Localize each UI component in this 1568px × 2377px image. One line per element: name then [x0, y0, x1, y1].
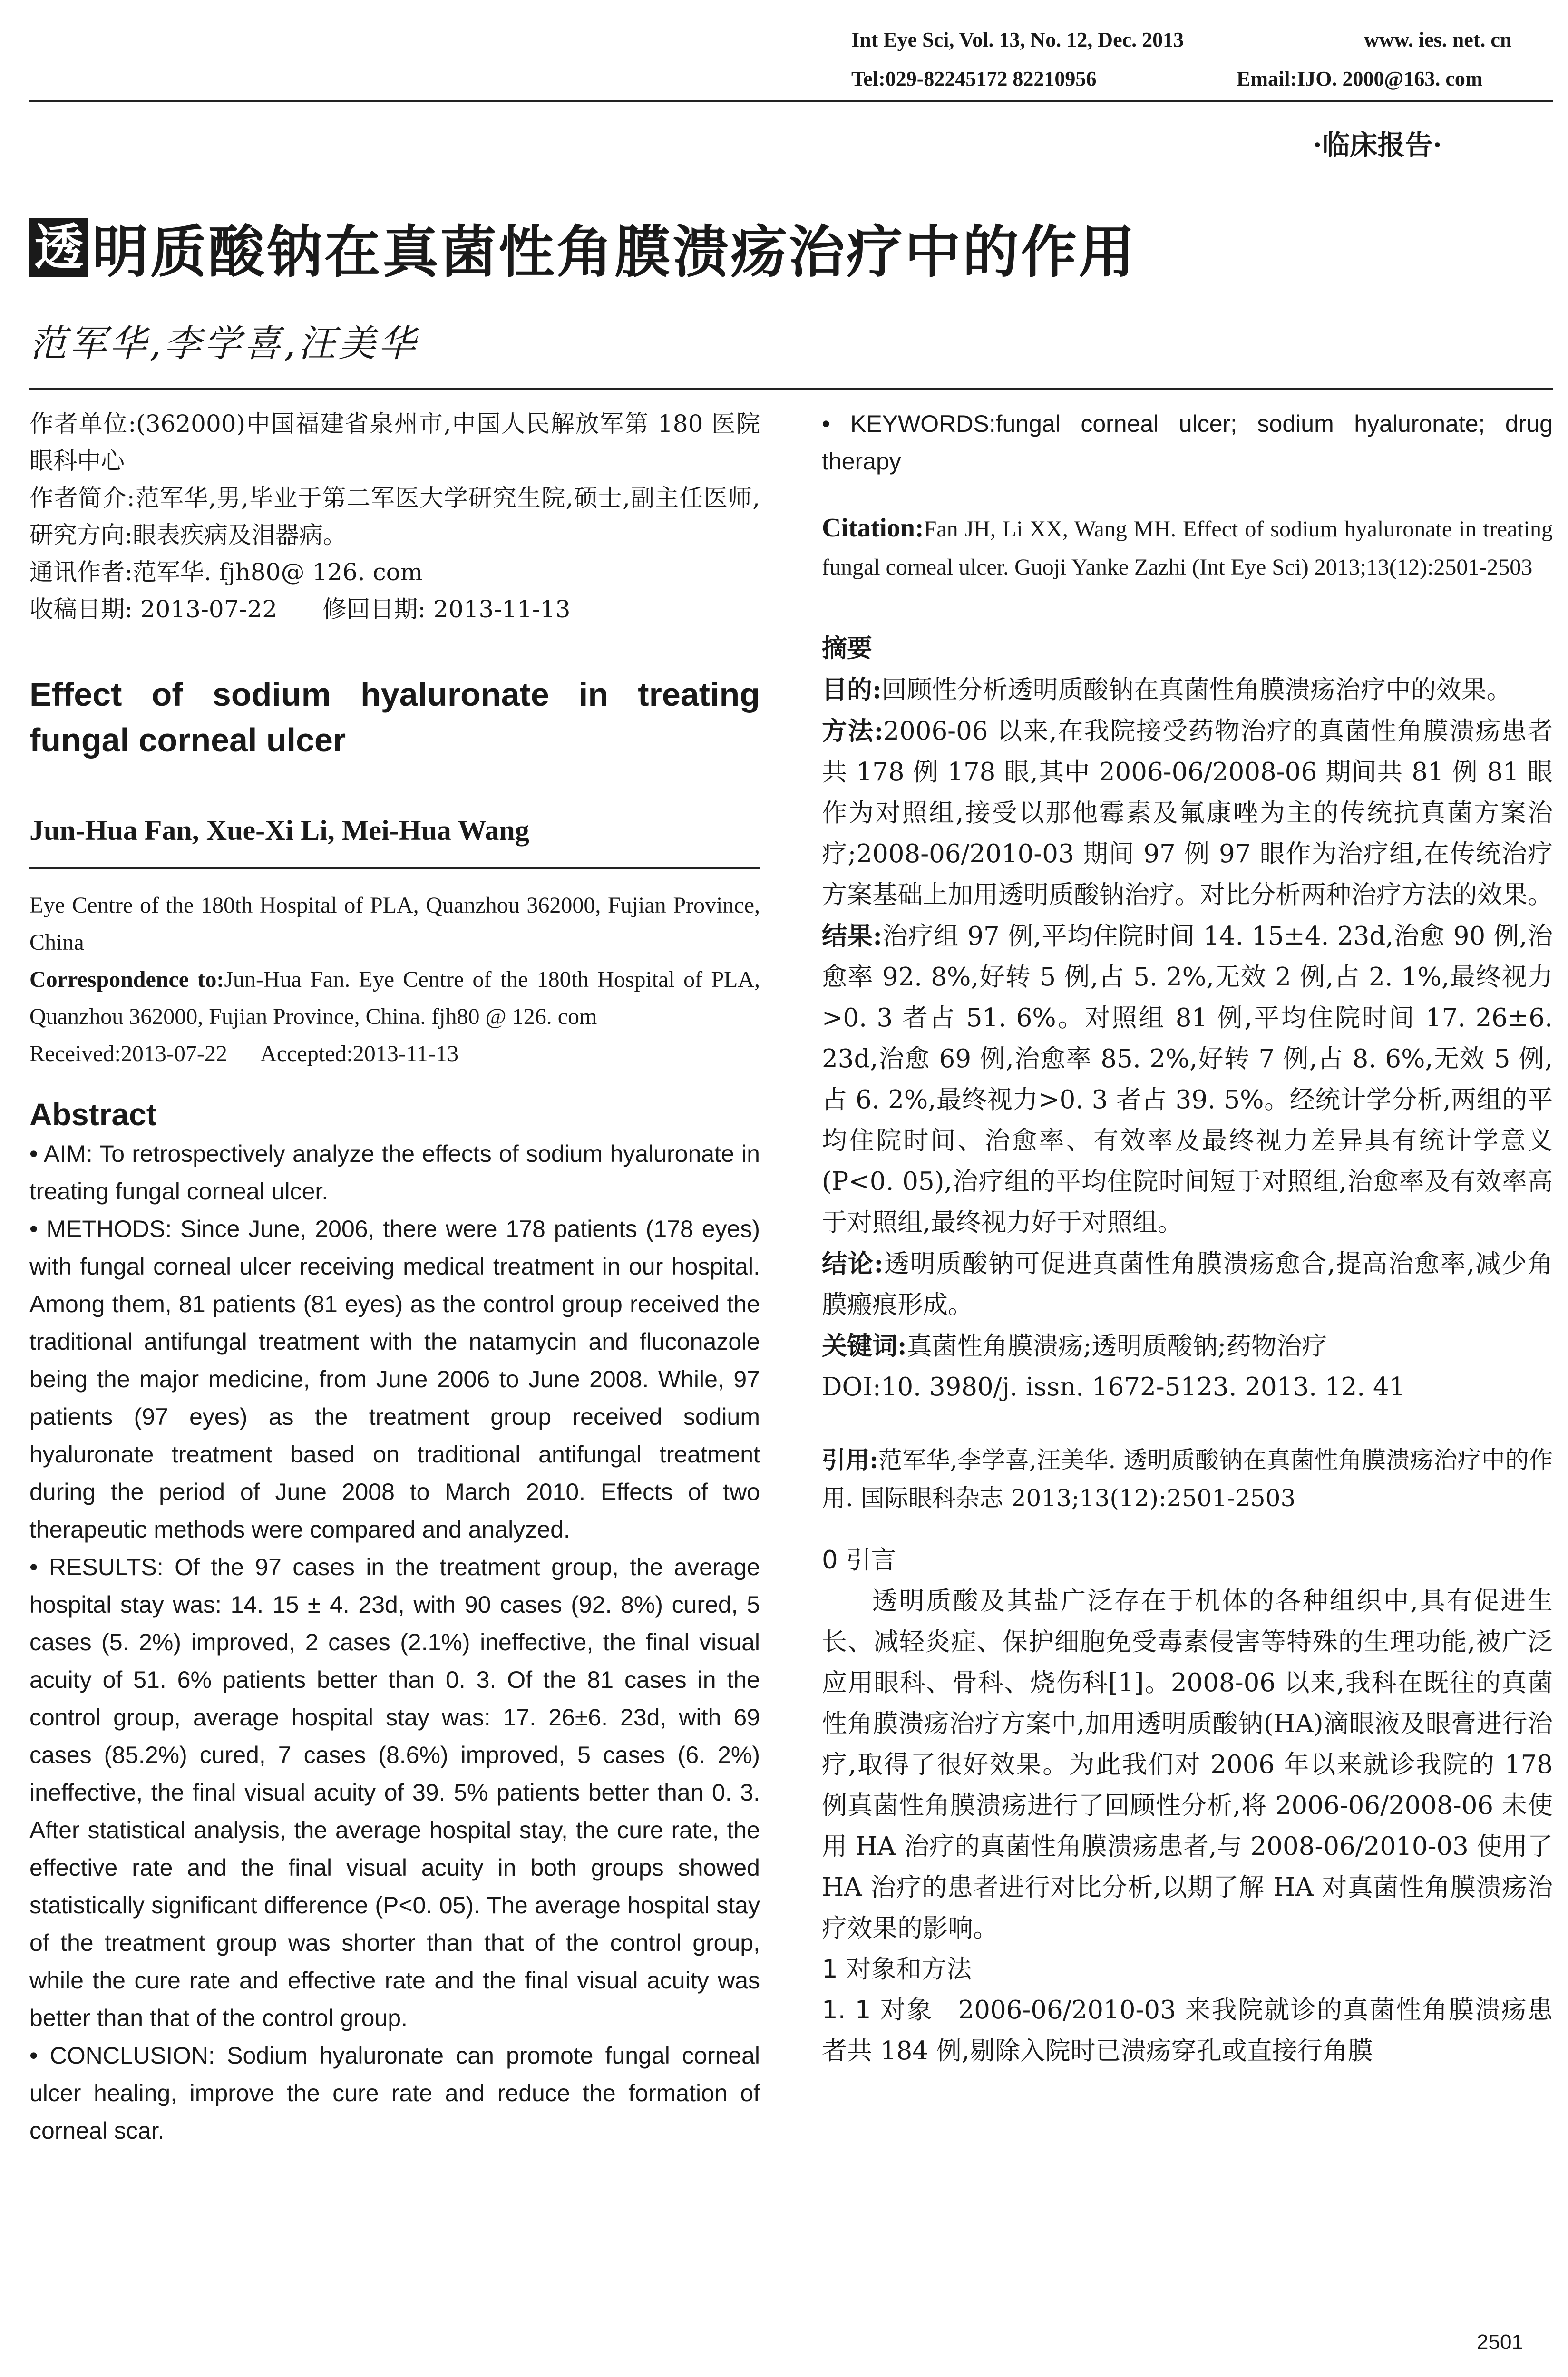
abstract-cn-keywords [822, 1325, 1553, 1367]
abstract-en-continued [822, 405, 1553, 480]
conclusion-text: Sodium hyaluronate can promote fungal corneal ulcer healing, improve the cure rate and reduce the formation of corneal scar. [29, 2042, 760, 2144]
authors-rule [29, 867, 760, 869]
author-bio-cn: 作者简介:范军华,男,毕业于第二军医大学研究生院,硕士,副主任医师,研究方向:眼表疾病及泪器病。 [29, 484, 760, 549]
journal-website: www. ies. net. cn [1364, 28, 1512, 51]
intro-heading: 0 引言 [822, 1546, 896, 1575]
journal-email: Email:IJO. 2000@163. com [1237, 67, 1483, 90]
title-drop-char: 透 [29, 218, 88, 277]
aim-label: • AIM: [29, 1140, 93, 1167]
citation-en-text [822, 509, 1553, 586]
cn-aim-label: 目的: [822, 675, 882, 704]
section-tag: ·临床报告· [1313, 129, 1442, 161]
citation-cn-text [822, 1441, 1553, 1517]
abstract-cn-methods [822, 711, 1553, 916]
cn-results-label: 结果: [822, 921, 882, 951]
title-text: 明质酸钠在真菌性角膜溃疡治疗中的作用 [92, 219, 1137, 285]
abstract-keywords [822, 405, 1553, 480]
methods-heading: 1 对象和方法 [822, 1955, 972, 1984]
author-affiliation-cn: 作者单位:(362000)中国福建省泉州市,中国人民解放军第 180 医院眼科中心 [29, 410, 760, 475]
corresponding-author-cn: 通讯作者:范军华. fjh80@ 126. com [29, 558, 423, 586]
abstract-cn-body [822, 628, 1553, 1408]
doi: DOI:10. 3980/j. issn. 1672-5123. 2013. 12. 41 [822, 1373, 1405, 1402]
keywords-label: • KEYWORDS: [822, 410, 996, 437]
cn-citation-label: 引用: [822, 1446, 878, 1474]
affiliation-en: Eye Centre of the 180th Hospital of PLA, Quanzhou 362000, Fujian Province, China [29, 893, 760, 955]
journal-line: Int Eye Sci, Vol. 13, No. 12, Dec. 2013 [851, 28, 1184, 51]
cn-aim-text: 回顾性分析透明质酸钠在真菌性角膜溃疡治疗中的效果。 [881, 675, 1512, 704]
cn-keywords-label: 关键词: [822, 1331, 907, 1361]
subjects-label: 1. 1 对象 [822, 1996, 933, 2025]
results-label: • RESULTS: [29, 1554, 164, 1580]
subjects-text: 2006-06/2010-03 来我院就诊的真菌性角膜溃疡患者共 184 例,剔除入院时已溃疡穿孔或直接行角膜 [822, 1996, 1553, 2065]
authors-cn: 范军华,李学喜,汪美华 [29, 322, 419, 365]
abstract-en-body [29, 1135, 760, 2150]
conclusion-label: • CONCLUSION: [29, 2042, 215, 2069]
citation-label: Citation: [822, 513, 924, 543]
received-dates-cn: 收稿日期: 2013-07-22 修回日期: 2013-11-13 [29, 595, 571, 623]
results-text: Of the 97 cases in the treatment group, the average hospital stay was: 14. 15 ± 4. 23d, with 90 cases (92. 8%) cured, 5 cases (5. 2%) improved, 2 cases (2.1%) ineffective, the final visual acuity of 51. 6% patients better than 0. 3. Of the 81 cases in the control group, average hospital stay was: 17. 26±6. 23d, with 69 cases (85.2%) cured, 7 cases (8.6%) improved, 5 cases (6. 2%) ineffective, the final visual acuity of 39. 5% patients better than 0. 3. After statistical analysis, the average hospital stay, the cure rate, the effective rate and the final visual acuity in both groups showed statistically significant difference (P<0. 05). The average hospital stay of the treatment group was shorter than that of the control group, while the cure rate and effective rate and the final visual acuity was better than that of the control group. [29, 1554, 760, 2031]
abstract-cn-aim [822, 669, 1553, 711]
page-number: 2501 [1477, 2330, 1523, 2354]
affiliation-block [29, 887, 760, 1072]
cn-conclusion-text: 透明质酸钠可促进真菌性角膜溃疡愈合,提高治愈率,减少角膜瘢痕形成。 [822, 1249, 1553, 1319]
cn-conclusion-label: 结论: [822, 1249, 884, 1278]
citation-cn [822, 1441, 1553, 1517]
abstract-heading: Abstract [29, 1097, 157, 1132]
article-title [29, 207, 1137, 288]
methods-text: Since June, 2006, there were 178 patients (178 eyes) with fungal corneal ulcer receiving medical treatment in our hospital. Among them, 81 patients (81 eyes) as the control group received the traditional antifungal treatment with the natamycin and fluconazole being the major medicine, from June 2006 to June 2008. While, 97 patients (97 eyes) as the treatment group received sodium hyaluronate treatment based on traditional antifungal treatment during the period of June 2008 to March 2010. Effects of two therapeutic methods were compared and analyzed. [29, 1216, 760, 1543]
cn-citation-body: 范军华,李学喜,汪美华. 透明质酸钠在真菌性角膜溃疡治疗中的作用. 国际眼科杂志 2013;13(12):2501-2503 [822, 1446, 1553, 1512]
left-column [29, 405, 760, 2150]
keywords-text: fungal corneal ulcer; sodium hyaluronate; drug therapy [822, 410, 1553, 475]
author-info-block [29, 405, 760, 628]
cn-results-text: 治疗组 97 例,平均住院时间 14. 15±4. 23d,治愈 90 例,治愈率 92. 8%,好转 5 例,占 5. 2%,无效 2 例,占 2. 1%,最终视力>0. 3 者占 51. 6%。对照组 81 例,平均住院时间 17. 26±6. 23d,治愈 69 例,治愈率 85. 2%,好转 7 例,占 8. 6%,无效 5 例,占 6. 2%,最终视力>0. 3 者占 39. 5%。经统计学分析,两组的平均住院时间、治愈率、有效率及最终视力差异具有统计学意义(P<0. 05),治疗组的平均住院时间短于对照组,治愈率及有效率高于对照组,最终视力好于对照组。 [822, 922, 1553, 1237]
abstract-cn-heading: 摘要 [822, 634, 872, 663]
abstract-results [29, 1549, 760, 2037]
right-column [822, 405, 1553, 2072]
abstract-aim [29, 1135, 760, 1210]
correspondence-en [29, 961, 760, 1035]
intro-paragraph: 透明质酸及其盐广泛存在于机体的各种组织中,具有促进生长、减轻炎症、保护细胞免受毒素侵害等特殊的生理功能,被广泛应用眼科、骨科、烧伤科[1]。2008-06 以来,我科在既往的真菌性角膜溃疡治疗方案中,加用透明质酸钠(HA)滴眼液及眼膏进行治疗,取得了很好效果。为此我们对 2006 年以来就诊我院的 178 例真菌性角膜溃疡进行了回顾性分析,将 2006-06/2008-06 未使用 HA 治疗的真菌性角膜溃疡患者,与 2008-06/2010-03 使用了 HA 治疗的患者进行对比分析,以期了解 HA 对真菌性角膜溃疡治疗效果的影响。 [822, 1587, 1553, 1943]
methods-label: • METHODS: [29, 1216, 172, 1242]
abstract-cn-conclusion [822, 1243, 1553, 1325]
english-title: Effect of sodium hyaluronate in treating fungal corneal ulcer [29, 676, 760, 759]
aim-text: To retrospectively analyze the effects of sodium hyaluronate in treating fungal corneal ulcer. [29, 1140, 760, 1205]
journal-tel: Tel:029-82245172 82210956 [851, 67, 1097, 90]
citation-en [822, 509, 1553, 586]
title-rule [29, 388, 1553, 390]
abstract-conclusion [29, 2037, 760, 2150]
abstract-methods [29, 1210, 760, 1549]
cn-methods-text: 2006-06 以来,在我院接受药物治疗的真菌性角膜溃疡患者共 178 例 178 眼,其中 2006-06/2008-06 期间共 81 例 81 眼作为对照组,接受以那他霉素及氟康唑为主的传统抗真菌方案治疗;2008-06/2010-03 期间 97 例 97 眼作为治疗组,在传统治疗方案基础上加用透明质酸钠治疗。对比分析两种治疗方法的效果。 [822, 717, 1553, 909]
correspondence-label: Correspondence to: [29, 967, 224, 992]
citation-body: Fan JH, Li XX, Wang MH. Effect of sodium hyaluronate in treating fungal corneal ulcer. Guoji Yanke Zazhi (Int Eye Sci) 2013;13(12):2501-2503 [822, 516, 1553, 580]
received-dates-en: Received:2013-07-22 Accepted:2013-11-13 [29, 1041, 458, 1066]
cn-methods-label: 方法: [822, 716, 884, 746]
header-rule [29, 100, 1553, 102]
cn-keywords-text: 真菌性角膜溃疡;透明质酸钠;药物治疗 [906, 1332, 1327, 1361]
abstract-cn-results [822, 916, 1553, 1243]
correspondence-text: Jun-Hua Fan. Eye Centre of the 180th Hospital of PLA, Quanzhou 362000, Fujian Province, China. fjh80 @ 126. com [29, 967, 760, 1029]
subjects-paragraph [822, 1990, 1553, 2072]
introduction [822, 1540, 1553, 2072]
english-authors: Jun-Hua Fan, Xue-Xi Li, Mei-Hua Wang [29, 815, 529, 846]
